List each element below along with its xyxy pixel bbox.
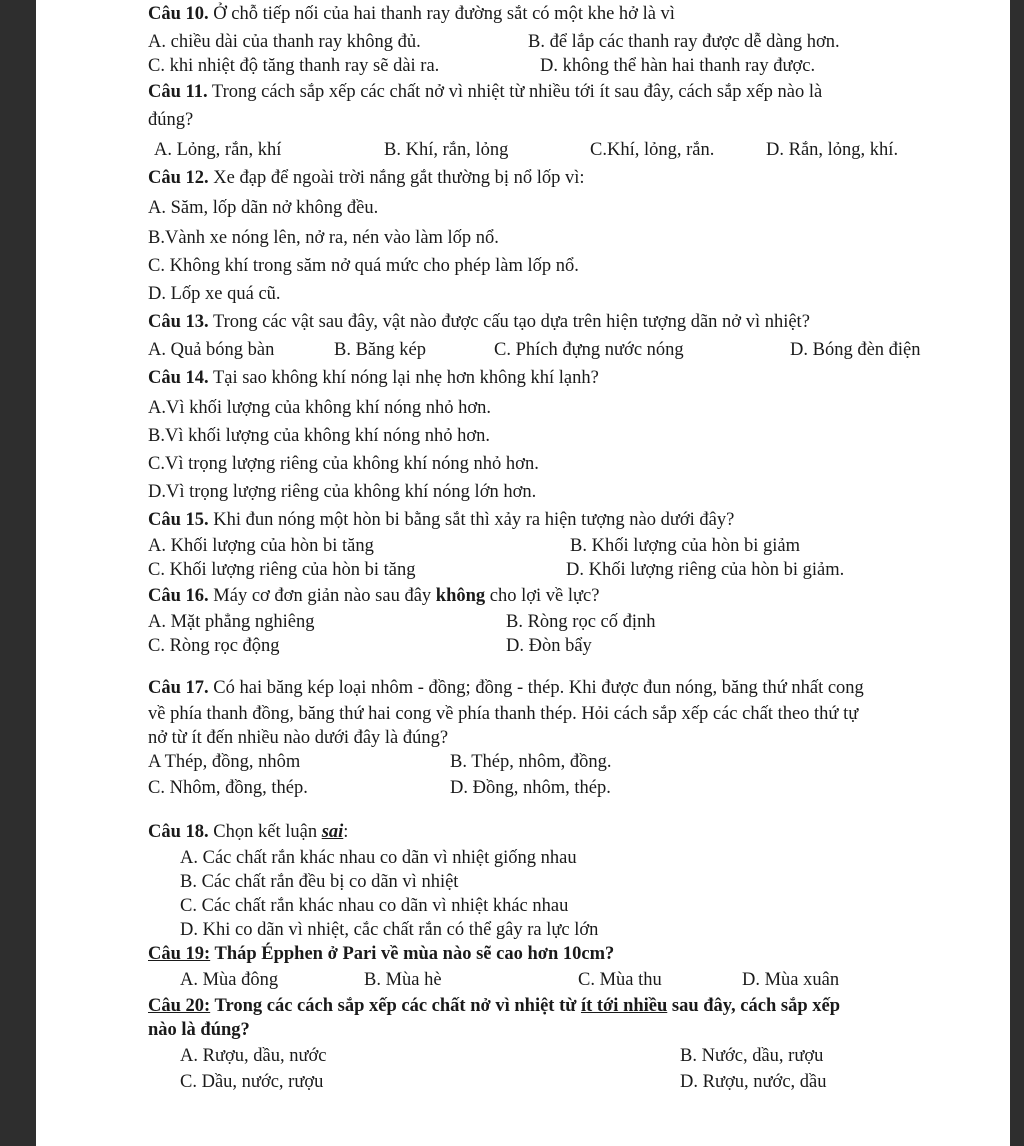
q14-option-d: D.Vì trọng lượng riêng của không khí nóng lớn hơn. <box>148 482 537 502</box>
q11-option-b: B. Khí, rắn, lỏng <box>384 140 509 160</box>
question-17: Câu 17. Có hai băng kép loại nhôm - đồng; đồng - thép. Khi được đun nóng, băng thứ nhất cong <box>148 678 864 698</box>
q10-option-c: C. khi nhiệt độ tăng thanh ray sẽ dài ra. <box>148 56 440 76</box>
q16-option-d: D. Đòn bẩy <box>506 636 592 656</box>
q13-option-b: B. Băng kép <box>334 340 426 360</box>
q15-option-c: C. Khối lượng riêng của hòn bi tăng <box>148 560 416 580</box>
q17-option-a: A Thép, đồng, nhôm <box>148 752 301 772</box>
question-20: Câu 20: Trong các cách sắp xếp các chất nở vì nhiệt từ ít tới nhiều sau đây, cách sắp xếp <box>148 996 840 1016</box>
q15-option-a: A. Khối lượng của hòn bi tăng <box>148 536 374 556</box>
q14-option-c: C.Vì trọng lượng riêng của không khí nóng nhỏ hơn. <box>148 454 539 474</box>
q19-option-b: B. Mùa hè <box>364 970 442 990</box>
q10-option-d: D. không thể hàn hai thanh ray được. <box>540 56 816 76</box>
q17-option-d: D. Đồng, nhôm, thép. <box>450 778 611 798</box>
question-14: Câu 14. Tại sao không khí nóng lại nhẹ hơn không khí lạnh? <box>148 368 599 388</box>
q18-option-b: B. Các chất rắn đều bị co dãn vì nhiệt <box>180 872 459 892</box>
q10-option-a: A. chiều dài của thanh ray không đủ. <box>148 32 421 52</box>
q20-option-b: B. Nước, dầu, rượu <box>680 1046 824 1066</box>
q19-option-d: D. Mùa xuân <box>742 970 840 990</box>
worksheet-page <box>148 0 1008 1146</box>
question-15: Câu 15. Khi đun nóng một hòn bi bằng sắt thì xảy ra hiện tượng nào dưới đây? <box>148 510 735 530</box>
q20-option-a: A. Rượu, dầu, nước <box>180 1046 327 1066</box>
q11-option-a: A. Lỏng, rắn, khí <box>154 140 282 160</box>
q13-option-d: D. Bóng đèn điện <box>790 340 921 360</box>
question-18: Câu 18. Chọn kết luận sai: <box>148 822 349 842</box>
q19-option-c: C. Mùa thu <box>578 970 662 990</box>
q16-option-c: C. Ròng rọc động <box>148 636 280 656</box>
q12-option-a: A. Săm, lốp dãn nở không đều. <box>148 198 379 218</box>
q10-option-b: B. để lắp các thanh ray được dễ dàng hơn. <box>528 32 840 52</box>
q15-option-d: D. Khối lượng riêng của hòn bi giảm. <box>566 560 845 580</box>
question-17-cont-2: nở từ ít đến nhiều nào dưới đây là đúng? <box>148 728 449 748</box>
q14-option-a: A.Vì khối lượng của không khí nóng nhỏ hơn. <box>148 398 492 418</box>
right-dark-border <box>1010 0 1024 1146</box>
q11-option-c: C.Khí, lỏng, rắn. <box>590 140 715 160</box>
question-16: Câu 16. Máy cơ đơn giản nào sau đây không cho lợi về lực? <box>148 586 600 606</box>
q17-option-c: C. Nhôm, đồng, thép. <box>148 778 308 798</box>
left-dark-border <box>0 0 36 1146</box>
q14-option-b: B.Vì khối lượng của không khí nóng nhỏ hơn. <box>148 426 491 446</box>
question-20-cont: nào là đúng? <box>148 1020 250 1040</box>
q20-option-c: C. Dầu, nước, rượu <box>180 1072 324 1092</box>
q16-option-b: B. Ròng rọc cố định <box>506 612 656 632</box>
q15-option-b: B. Khối lượng của hòn bi giảm <box>570 536 800 556</box>
question-17-cont-1: về phía thanh đồng, băng thứ hai cong về phía thanh thép. Hỏi cách sắp xếp các chất theo thứ tự <box>148 704 859 724</box>
question-11-cont: đúng? <box>148 110 194 130</box>
q18-option-d: D. Khi co dãn vì nhiệt, cắc chất rắn có thể gây ra lực lớn <box>180 920 599 940</box>
q18-option-c: C. Các chất rắn khác nhau co dãn vì nhiệt khác nhau <box>180 896 569 916</box>
question-11: Câu 11. Trong cách sắp xếp các chất nở vì nhiệt từ nhiều tới ít sau đây, cách sắp xếp nào là <box>148 82 823 102</box>
q20-option-d: D. Rượu, nước, dầu <box>680 1072 827 1092</box>
q11-option-d: D. Rắn, lỏng, khí. <box>766 140 899 160</box>
q18-option-a: A. Các chất rắn khác nhau co dãn vì nhiệt giống nhau <box>180 848 577 868</box>
question-19: Câu 19: Tháp Épphen ở Pari về mùa nào sẽ cao hơn 10cm? <box>148 944 615 964</box>
q12-option-d: D. Lốp xe quá cũ. <box>148 284 281 304</box>
q19-option-a: A. Mùa đông <box>180 970 279 990</box>
q12-option-c: C. Không khí trong săm nở quá mức cho phép làm lốp nổ. <box>148 256 579 276</box>
question-10: Câu 10. Ở chỗ tiếp nối của hai thanh ray đường sắt có một khe hở là vì <box>148 4 675 24</box>
q13-option-c: C. Phích đựng nước nóng <box>494 340 684 360</box>
q16-option-a: A. Mặt phẳng nghiêng <box>148 612 315 632</box>
q12-option-b: B.Vành xe nóng lên, nở ra, nén vào làm lốp nổ. <box>148 228 499 248</box>
q17-option-b: B. Thép, nhôm, đồng. <box>450 752 612 772</box>
question-12: Câu 12. Xe đạp để ngoài trời nắng gắt thường bị nổ lốp vì: <box>148 168 585 188</box>
question-13: Câu 13. Trong các vật sau đây, vật nào được cấu tạo dựa trên hiện tượng dãn nở vì nhiệt? <box>148 312 810 332</box>
q13-option-a: A. Quả bóng bàn <box>148 340 275 360</box>
